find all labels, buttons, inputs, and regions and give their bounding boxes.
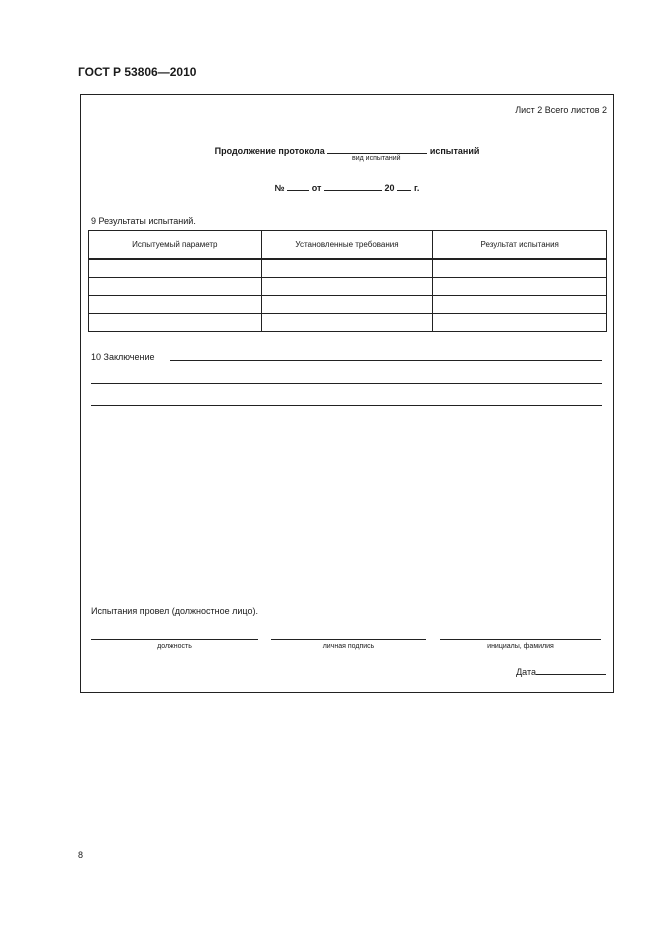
results-table (88, 230, 607, 332)
number-year: 20 (384, 183, 395, 193)
table-cell[interactable] (89, 314, 262, 332)
date-label: Дата (516, 667, 536, 677)
personal-signature-caption: личная подпись (322, 643, 375, 650)
section10-title: 10 Заключение (91, 352, 155, 362)
table-cell[interactable] (261, 296, 433, 314)
table-cell[interactable] (433, 296, 607, 314)
table-cell[interactable] (433, 314, 607, 332)
date-blank (324, 181, 382, 191)
sheet-info: Лист 2 Всего листов 2 (515, 105, 607, 115)
date-signature-blank[interactable] (536, 665, 606, 675)
table-row (89, 278, 607, 296)
continuation-suffix: испытаний (429, 146, 480, 156)
name-signature-line[interactable] (440, 639, 601, 640)
table-cell[interactable] (261, 314, 433, 332)
continuation-line (80, 144, 614, 156)
number-suffix: г. (413, 183, 420, 193)
test-type-caption: вид испытаний (352, 155, 401, 162)
performed-by-label: Испытания провел (должностное лицо). (91, 606, 258, 616)
results-col-requirements: Установленные требования (261, 231, 433, 260)
number-blank (287, 181, 309, 191)
page-number: 8 (78, 850, 84, 860)
document-header-title: ГОСТ Р 53806—2010 (78, 65, 197, 79)
table-cell[interactable] (89, 278, 262, 296)
table-row (89, 314, 607, 332)
results-col-parameter: Испытуемый параметр (89, 231, 262, 260)
conclusion-line-3[interactable] (91, 405, 602, 406)
year-blank (397, 181, 411, 191)
conclusion-line-2[interactable] (91, 383, 602, 384)
conclusion-line-1[interactable] (170, 360, 602, 361)
number-from: от (311, 183, 322, 193)
position-signature-line[interactable] (91, 639, 258, 640)
personal-signature-line[interactable] (271, 639, 426, 640)
test-type-blank (327, 144, 427, 154)
table-row (89, 259, 607, 278)
continuation-label: Продолжение протокола (214, 146, 325, 156)
results-table-header-row (89, 231, 607, 260)
protocol-number-line (80, 181, 614, 193)
table-cell[interactable] (89, 259, 262, 278)
date-field (516, 665, 606, 677)
position-caption: должность (157, 643, 192, 650)
results-col-result: Результат испытания (433, 231, 607, 260)
table-cell[interactable] (261, 278, 433, 296)
table-row (89, 296, 607, 314)
table-cell[interactable] (261, 259, 433, 278)
table-cell[interactable] (89, 296, 262, 314)
table-cell[interactable] (433, 259, 607, 278)
number-prefix: № (274, 183, 285, 193)
name-caption: инициалы, фамилия (487, 643, 554, 650)
section9-title: 9 Результаты испытаний. (91, 216, 196, 226)
table-cell[interactable] (433, 278, 607, 296)
